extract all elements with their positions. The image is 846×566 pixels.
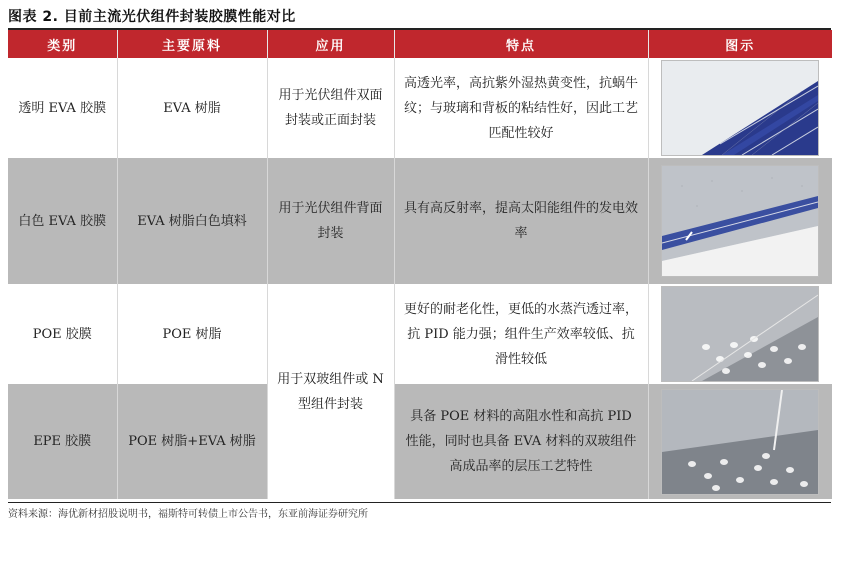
- cell-image: [648, 58, 832, 158]
- header-features: 特点: [394, 30, 648, 58]
- cell-application: 用于双玻组件或 N 型组件封装: [267, 284, 394, 499]
- header-material: 主要原料: [117, 30, 267, 58]
- white-eva-image: [661, 165, 819, 277]
- comparison-table: [8, 30, 832, 499]
- cell-material: POE 树脂+EVA 树脂: [117, 384, 267, 499]
- cell-material: EVA 树脂: [117, 58, 267, 158]
- cell-features: 高透光率，高抗紫外湿热黄变性，抗蜗牛纹；与玻璃和背板的粘结性好，因此工艺匹配性较好: [394, 58, 648, 158]
- bottom-rule: [8, 502, 831, 503]
- cell-category: POE 胶膜: [8, 284, 117, 384]
- cell-image: [648, 284, 832, 384]
- cell-features: 具备 POE 材料的高阻水性和高抗 PID 性能，同时也具备 EVA 材料的双玻组件高成品率的层压工艺特性: [394, 384, 648, 499]
- table-row: [8, 384, 832, 499]
- cell-features: 更好的耐老化性，更低的水蒸汽透过率，抗 PID 能力强；组件生产效率较低、抗滑性较低: [394, 284, 648, 384]
- cell-category: EPE 胶膜: [8, 384, 117, 499]
- cell-features: 具有高反射率，提高太阳能组件的发电效率: [394, 158, 648, 284]
- poe-film-image: [661, 286, 819, 382]
- figure-title: 图表 2. 目前主流光伏组件封装胶膜性能对比: [8, 9, 296, 25]
- cell-category: 透明 EVA 胶膜: [8, 58, 117, 158]
- cell-category: 白色 EVA 胶膜: [8, 158, 117, 284]
- cell-image: [648, 158, 832, 284]
- cell-material: EVA 树脂白色填料: [117, 158, 267, 284]
- cell-application: 用于光伏组件背面封装: [267, 158, 394, 284]
- cell-image: [648, 384, 832, 499]
- header-category: 类别: [8, 30, 117, 58]
- source-note: 资料来源：海优新材招股说明书，福斯特可转债上市公告书，东亚前海证券研究所: [8, 509, 368, 520]
- cell-material: POE 树脂: [117, 284, 267, 384]
- cell-application: 用于光伏组件双面封装或正面封装: [267, 58, 394, 158]
- table-row: [8, 284, 832, 384]
- epe-film-image: [661, 389, 819, 495]
- solar-cell-image: [661, 60, 819, 156]
- table-row: [8, 158, 832, 284]
- header-row: [8, 30, 832, 58]
- header-application: 应用: [267, 30, 394, 58]
- table-row: [8, 58, 832, 158]
- header-image: 图示: [648, 30, 832, 58]
